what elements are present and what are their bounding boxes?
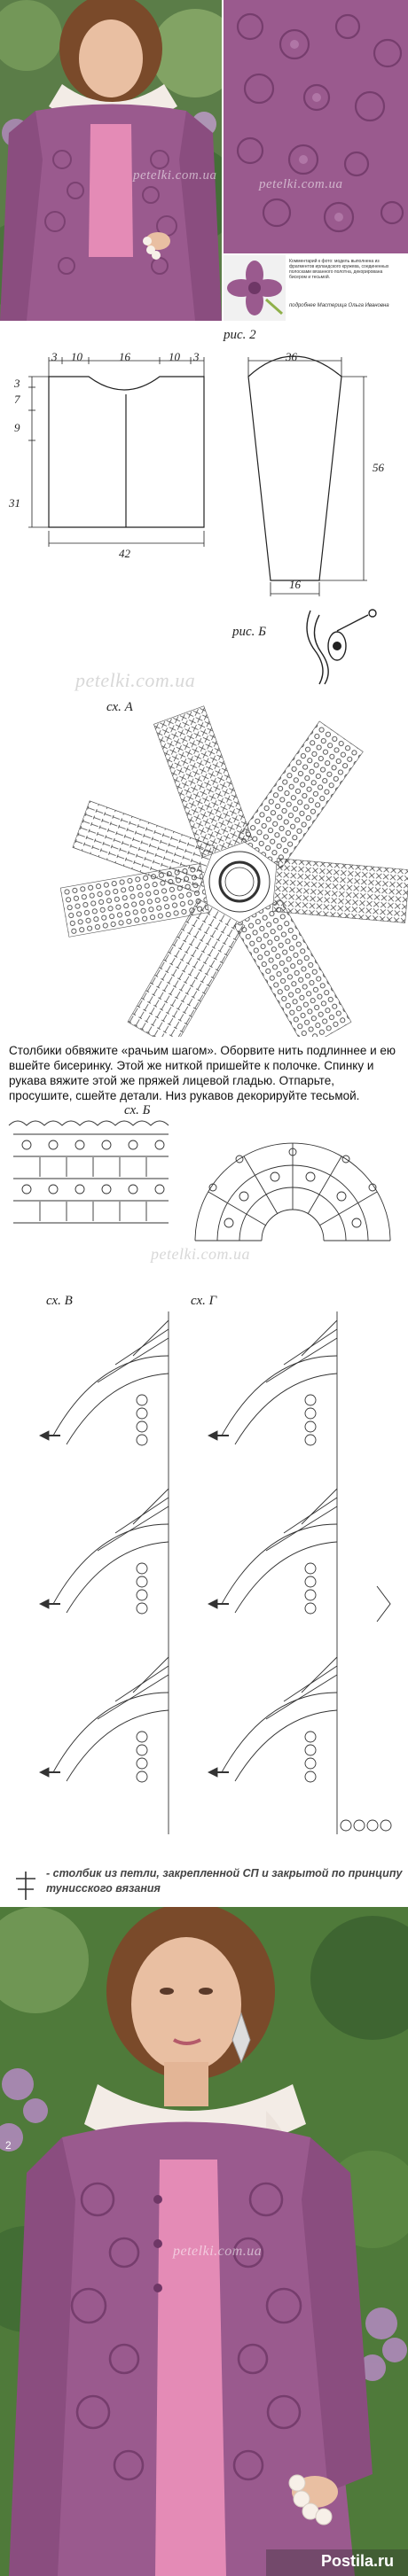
beading-illustration — [284, 606, 381, 686]
scheme-g-label: сх. Г — [191, 1294, 217, 1308]
pattern-diagram — [0, 341, 408, 598]
dim-bottom: 42 — [119, 547, 130, 560]
dim-top-1: 3 — [51, 350, 58, 363]
watermark-3: petelki.com.ua — [151, 1245, 250, 1263]
header-photo-model — [0, 0, 222, 321]
dim-left-2: 7 — [14, 393, 20, 406]
photo-watermark: petelki.com.ua — [133, 168, 217, 183]
bottom-photo-model — [0, 1907, 408, 2576]
dim-top-5: 3 — [193, 350, 200, 363]
dim-left-4: 31 — [9, 496, 20, 510]
caption-line: Комментарий к фото: модель выполнена из — [289, 259, 380, 264]
dim-left-3: 9 — [14, 421, 20, 434]
sleeve-dim-bottom: 16 — [289, 578, 301, 591]
fig-b-label: рис. Б — [232, 625, 267, 639]
sleeve-dim-top: 36 — [286, 350, 297, 363]
dim-top-3: 16 — [119, 350, 130, 363]
scheme-v-g-diagram — [0, 1303, 408, 1852]
legend-text: - столбик из петли, закрепленной СП и закрытой по принципу тунисского вязания — [46, 1867, 403, 1895]
legend-symbol-icon — [11, 1868, 41, 1903]
header-caption — [289, 259, 404, 280]
header-credit: подробнее Мастерица Ольга Ивановна — [289, 303, 389, 308]
scheme-b-diagram — [0, 1099, 408, 1258]
scheme-a-diagram — [0, 682, 408, 1037]
caption-line: бисером и тесьмой. — [289, 275, 331, 280]
watermark-2: petelki.com.ua — [75, 669, 196, 691]
scheme-b-label: сх. Б — [124, 1103, 151, 1117]
detail-watermark: petelki.com.ua — [259, 177, 343, 191]
pattern-title: рис. 2 — [224, 328, 256, 342]
caption-line: полосками вязанного полотна, декорирована — [289, 269, 383, 275]
dim-top-2: 10 — [71, 350, 82, 363]
caption-line: фрагментов ирландского кружева, соединенных — [289, 264, 389, 269]
scheme-a-label: сх. А — [106, 700, 133, 714]
instructions-text: Столбики обвяжите «рачьим шагом». Оборвите нить подлиннее и ею вшейте бисеринку. Этой же ниткой пришейте к полочке. Спинку и рукава вяжите этой же пряжей лицевой гладью. Отпарьте, просушите, сшейте детали. Низ рукавов декорируйте тесьмой. — [9, 1044, 396, 1102]
header-flower-detail — [224, 255, 286, 321]
bottom-watermark: petelki.com.ua — [173, 2244, 263, 2259]
dim-left-1: 3 — [14, 377, 20, 390]
dim-top-4: 10 — [169, 350, 180, 363]
page-number: 2 — [5, 2139, 12, 2152]
sleeve-dim-side: 56 — [373, 461, 384, 474]
brand-logo[interactable]: Postila.ru — [320, 2552, 394, 2570]
scheme-v-label: сх. В — [46, 1294, 73, 1308]
header-photo-detail — [224, 0, 408, 253]
